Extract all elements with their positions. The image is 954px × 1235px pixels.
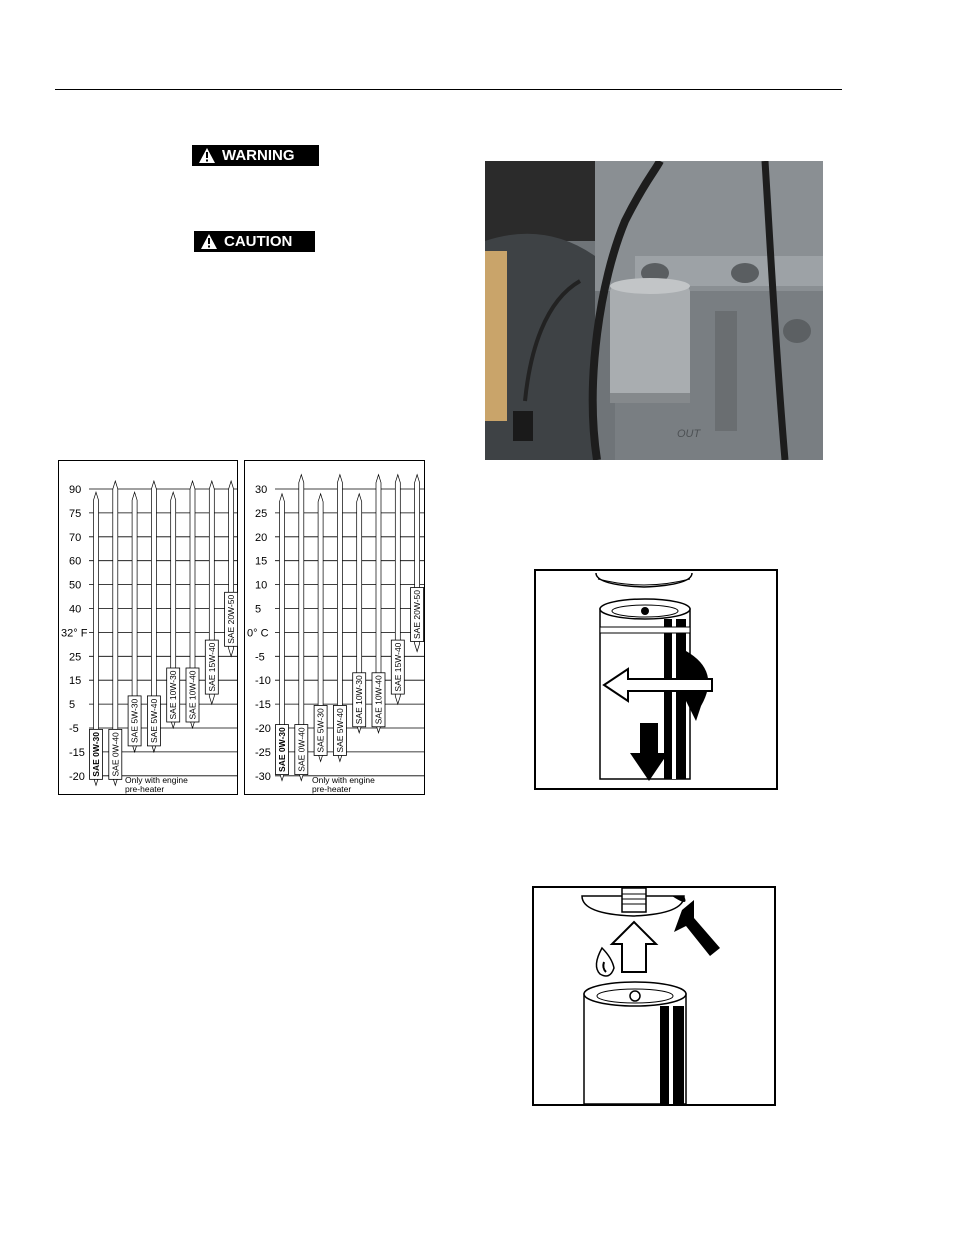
tick-label: -5 — [255, 651, 265, 664]
series-label: SAE 0W-40 — [296, 727, 307, 772]
tick-label: 10 — [255, 579, 268, 592]
viscosity-chart-f-svg — [59, 461, 239, 796]
chart-note: Only with engine — [312, 775, 375, 785]
warning-label: WARNING — [222, 147, 295, 164]
tick-label: 5 — [69, 699, 76, 712]
series-label: SAE 15W-40 — [392, 642, 403, 692]
tick-label: 15 — [255, 555, 268, 568]
series-label: SAE 5W-30 — [129, 698, 140, 744]
tick-label: 60 — [69, 555, 82, 568]
tick-label: -15 — [69, 746, 85, 759]
tick-label: -30 — [255, 770, 271, 783]
tick-label: -5 — [69, 723, 79, 735]
series-label: SAE 20W-50 — [226, 594, 237, 644]
tick-label: -20 — [69, 770, 85, 783]
engine-oil-filter-photo — [485, 161, 823, 460]
series-label: SAE 5W-40 — [148, 698, 159, 744]
tick-label: -10 — [255, 675, 271, 688]
tick-label: 20 — [255, 531, 268, 544]
tick-label: 50 — [69, 579, 82, 592]
warning-triangle-icon — [198, 147, 216, 164]
series-label: SAE 10W-30 — [354, 675, 365, 725]
series-label: SAE 20W-50 — [412, 590, 423, 640]
warning-badge — [192, 145, 319, 166]
tick-label: -15 — [255, 699, 271, 712]
tick-label: -25 — [255, 746, 271, 759]
caution-triangle-icon — [200, 233, 218, 250]
series-label: SAE 10W-30 — [168, 670, 179, 720]
caution-label: CAUTION — [224, 233, 293, 250]
chart-note: pre-heater — [312, 784, 352, 794]
series-label: SAE 10W-40 — [373, 675, 384, 725]
tick-label: 5 — [255, 603, 262, 616]
photo-stamp: OUT — [677, 428, 701, 440]
series-label: SAE 10W-40 — [187, 670, 198, 720]
chart-note: pre-heater — [125, 784, 165, 794]
tick-label: -20 — [255, 723, 271, 735]
tick-label: 25 — [255, 507, 268, 520]
chart-note: Only with engine — [125, 775, 188, 785]
tick-label: 70 — [69, 531, 82, 544]
caution-badge — [194, 231, 315, 252]
series-label: SAE 15W-40 — [206, 642, 217, 692]
tick-label: 75 — [69, 507, 82, 520]
series-label: SAE 5W-30 — [315, 708, 326, 753]
series-label: SAE 0W-30 — [277, 727, 287, 772]
series-label: SAE 0W-40 — [110, 732, 121, 777]
viscosity-chart-celsius — [244, 460, 425, 795]
viscosity-chart-c-svg — [245, 461, 426, 796]
tick-label: 0° C — [247, 627, 269, 640]
filter-removal-illustration — [534, 569, 778, 790]
tick-label: 15 — [69, 675, 82, 688]
tick-label: 25 — [69, 651, 82, 664]
header-rule — [55, 89, 842, 90]
filter-install-illustration — [532, 886, 776, 1106]
tick-label: 30 — [255, 484, 268, 496]
series-label: SAE 5W-40 — [334, 708, 345, 753]
viscosity-chart-fahrenheit — [58, 460, 238, 795]
series-label: SAE 0W-30 — [91, 732, 101, 777]
tick-label: 32° F — [61, 627, 88, 640]
tick-label: 40 — [69, 603, 82, 616]
tick-label: 90 — [69, 484, 82, 496]
